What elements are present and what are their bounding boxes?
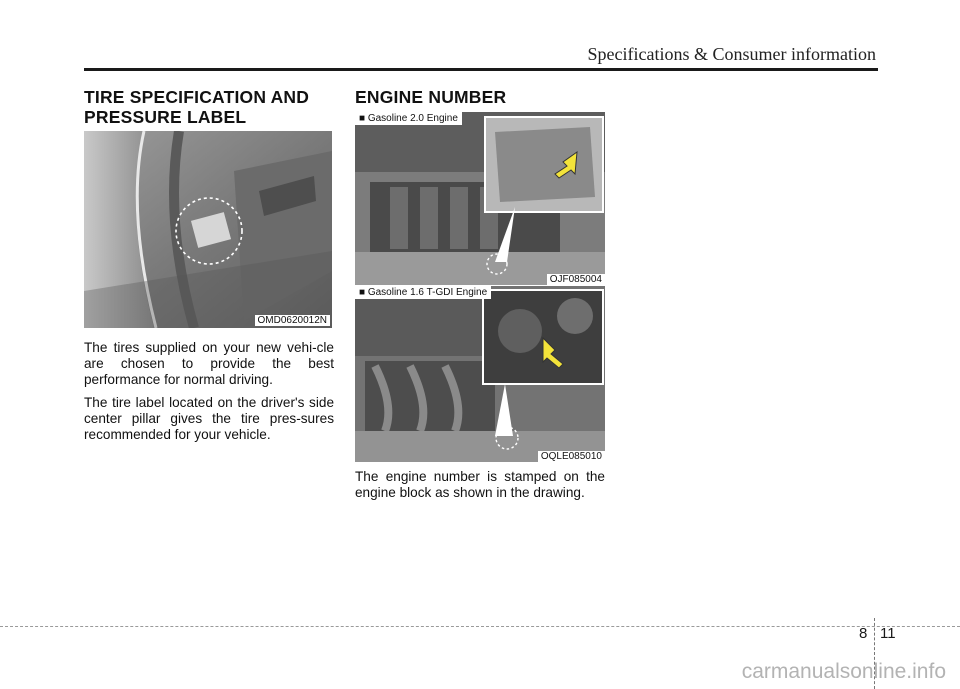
header-rule — [84, 68, 878, 71]
tire-label-photo — [84, 131, 332, 328]
engine-number-text: The engine number is stamped on the engine block as shown in the drawing. — [355, 469, 605, 501]
engine-number-heading: ENGINE NUMBER — [355, 87, 507, 107]
footer-dashed-rule — [0, 626, 960, 627]
chapter-number: 8 — [859, 625, 868, 642]
engine-photo-2-0 — [355, 112, 605, 285]
tire-paragraph-1: The tires supplied on your new vehi-cle are chosen to provide the best performance for normal driving. — [84, 340, 334, 388]
engine-2-0-caption: ■ Gasoline 2.0 Engine — [355, 112, 462, 125]
page-number: 11 — [880, 625, 896, 642]
engine-1-6-code: OQLE085010 — [538, 451, 605, 462]
tire-paragraph-2: The tire label located on the driver's side center pillar gives the tire pres-sures recommended for your vehicle. — [84, 394, 334, 443]
tire-image-code: OMD0620012N — [255, 315, 330, 326]
engine-2-0-code: OJF085004 — [547, 274, 605, 285]
tire-label-text — [84, 340, 334, 449]
engine-1-6-caption: ■ Gasoline 1.6 T-GDI Engine — [355, 286, 491, 299]
engine-photo-1-6-tgdi — [355, 286, 605, 462]
tire-label-heading: TIRE SPECIFICATION AND PRESSURE LABEL — [84, 87, 310, 127]
watermark-text: carmanualsonline.info — [741, 660, 946, 683]
section-header-title: Specifications & Consumer information — [587, 44, 876, 64]
